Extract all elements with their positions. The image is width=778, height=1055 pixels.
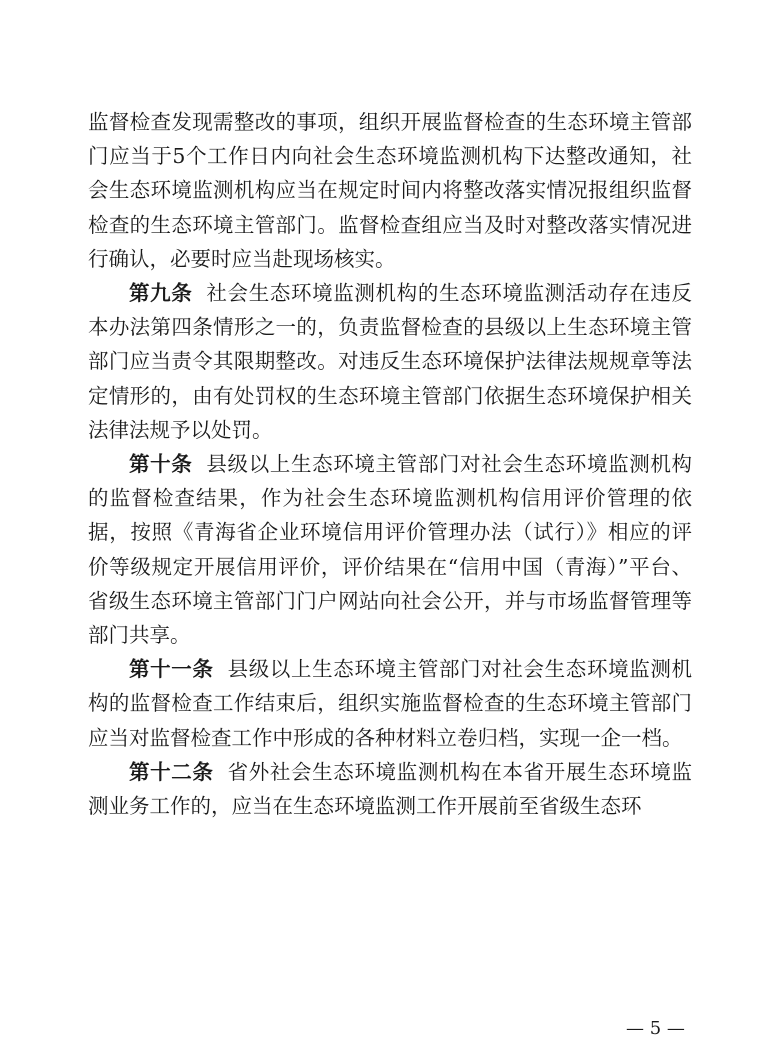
paragraph-text: 监督检查发现需整改的事项，组织开展监督检查的生态环境主管部门应当于5个工作日内向社会生态环境监测机构下达整改通知，社会生态环境监测机构应当在规定时间内将整改落实情况报组织监督检查的生态环境主管部门。监督检查组应当及时对整改落实情况进行确认，必要时应当赴现场核实。 — [88, 110, 692, 271]
paragraph-continuation — [88, 105, 692, 276]
article-heading: 第十条 — [129, 452, 193, 477]
paragraph-text: 省外社会生态环境监测机构在本省开展生态环境监测业务工作的，应当在生态环境监测工作开展前至省级生态环 — [88, 759, 693, 819]
article-11 — [88, 652, 692, 755]
page-number: — 5 — — [626, 1018, 685, 1039]
article-12 — [88, 755, 692, 823]
paragraph-text: 社会生态环境监测机构的生态环境监测活动存在违反本办法第四条情形之一的，负责监督检查的县级以上生态环境主管部门应当责令其限期整改。对违反生态环境保护法律法规规章等法定情形的，由有处罚权的生态环境主管部门依据生态环境保护相关法律法规予以处罚。 — [88, 281, 693, 442]
article-9 — [88, 276, 692, 447]
article-10 — [88, 447, 692, 652]
document-body — [88, 105, 692, 823]
article-heading: 第十一条 — [129, 657, 214, 682]
paragraph-text: 县级以上生态环境主管部门对社会生态环境监测机构的监督检查结果，作为社会生态环境监测机构信用评价管理的依据，按照《青海省企业环境信用评价管理办法（试行）》相应的评价等级规定开展信用评价，评价结果在“信用中国（青海）”平台、省级生态环境主管部门门户网站向社会公开，并与市场监督管理等部门共享。 — [88, 452, 693, 648]
article-heading: 第九条 — [129, 281, 193, 306]
paragraph-text: 县级以上生态环境主管部门对社会生态环境监测机构的监督检查工作结束后，组织实施监督检查的生态环境主管部门应当对监督检查工作中形成的各种材料立卷归档，实现一企一档。 — [88, 657, 693, 750]
article-heading: 第十二条 — [129, 759, 214, 784]
